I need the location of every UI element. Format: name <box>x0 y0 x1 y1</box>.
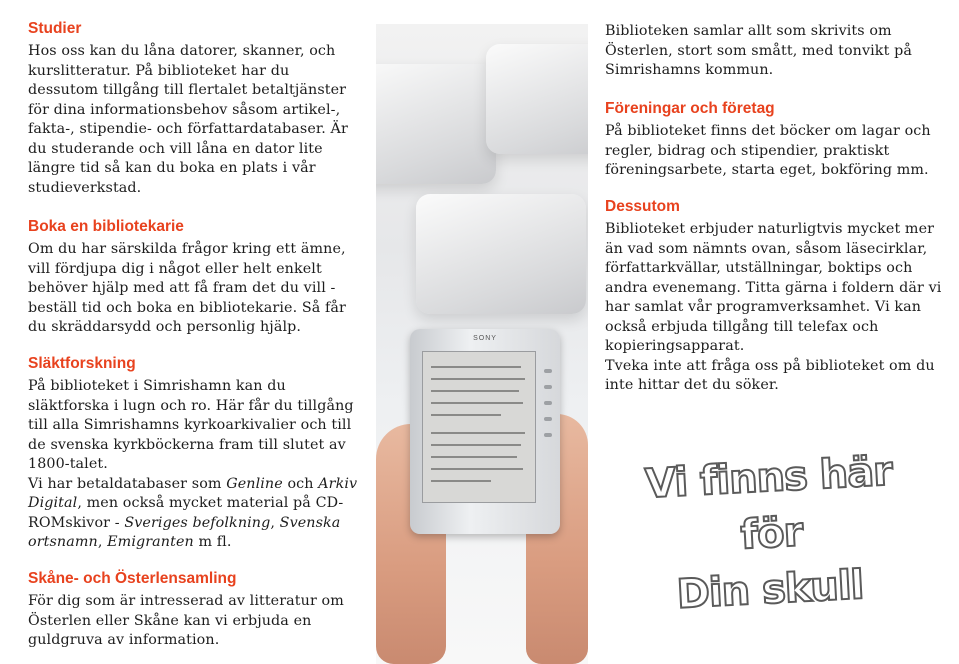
device-button-shape <box>544 417 552 421</box>
section-skane-osterlensamling <box>28 570 358 651</box>
text-line-shape <box>431 444 521 446</box>
device-button-shape <box>544 385 552 389</box>
section-studier <box>28 20 358 198</box>
e-reader-screen <box>422 351 536 503</box>
text-fragment: och <box>282 475 319 492</box>
slogan-line-1: Vi finns här för <box>644 448 894 559</box>
text-line-shape <box>431 432 525 434</box>
text-foreningar-foretag: På biblioteket finns det böcker om lagar och regler, bidrag och stipendier, praktiskt föreningsarbete, starta eget, bokföring mm. <box>605 123 931 178</box>
heading-skane-osterlensamling: Skåne- och Österlensamling <box>28 570 237 587</box>
text-fragment: , <box>270 514 280 531</box>
text-line-shape <box>431 468 523 470</box>
text-genline: Genline <box>226 475 283 492</box>
device-button-shape <box>544 433 552 437</box>
text-sveriges-befolkning: Sveriges befolkning <box>124 514 271 531</box>
text-line-shape <box>431 480 491 482</box>
text-fragment: , men också mycket material på CD-ROMskivor - <box>28 495 344 531</box>
text-line-shape <box>431 414 501 416</box>
section-foreningar-foretag <box>605 100 945 181</box>
text-skane-osterlensamling: För dig som är intresserad av litteratur om Österlen eller Skåne kan vi erbjuda en guldgruva av information. <box>28 593 344 648</box>
text-line-shape <box>431 378 525 380</box>
text-line-shape <box>431 390 519 392</box>
heading-foreningar-foretag: Föreningar och företag <box>605 100 775 117</box>
device-button-shape <box>544 401 552 405</box>
text-dessutom-1: Biblioteket erbjuder naturligtvis mycket mer än vad som nämnts ovan, såsom läsecirklar, författarkvällar, utställningar, boktips och andra evenemang. Titta gärna i foldern där vi har samlat vår programverksamhet. Vi kan också erbjuda tillgång till telefax och kopieringsapparat. <box>605 221 942 354</box>
device-button-shape <box>544 369 552 373</box>
text-dessutom-2: Tveka inte att fråga oss på biblioteket om du inte hittar det du söker. <box>605 357 935 393</box>
text-fragment: Vi har betaldatabaser som <box>28 475 227 492</box>
section-intro <box>605 22 945 81</box>
text-fragment: m fl. <box>193 534 232 550</box>
text-boka-bibliotekarie: Om du har särskilda frågor kring ett ämne, vill fördjupa dig i något eller helt enkelt behöver hjälp med att få fram det du vill - beställ tid och boka en bibliotekarie. Så får du skräddarsydd och personlig hjälp. <box>28 241 346 335</box>
heading-studier: Studier <box>28 20 82 37</box>
text-emigranten: Emigranten <box>107 534 194 550</box>
text-intro: Biblioteken samlar allt som skrivits om Österlen, stort som smått, med tonvikt på Simrishamns kommun. <box>605 23 912 78</box>
heading-boka-bibliotekarie: Boka en bibliotekarie <box>28 218 184 235</box>
slogan <box>640 450 900 618</box>
e-reader-buttons <box>544 369 554 449</box>
e-reader-photo <box>376 24 588 664</box>
heading-dessutom: Dessutom <box>605 198 680 215</box>
section-slaktforskning <box>28 355 358 553</box>
text-fragment: , <box>97 534 108 550</box>
slogan-line-2: Din skull <box>675 562 865 618</box>
text-line-shape <box>431 402 523 404</box>
keyboard-key-shape <box>416 194 586 314</box>
text-svenska-ortsnamn: Svenska ortsnamn <box>28 514 341 550</box>
text-studier: Hos oss kan du låna datorer, skanner, och kurslitteratur. På biblioteket har du dessutom tillgång till flertalet betaltjänster för dina informationsbehov såsom artikel-, fakta-, stipendie- och författardatabaser. Är du studerande och vill låna en dator lite längre tid så kan du boka en plats i vår studieverkstad. <box>28 43 348 196</box>
text-line-shape <box>431 456 517 458</box>
keyboard-key-shape <box>486 44 588 154</box>
text-line-shape <box>431 366 521 368</box>
heading-slaktforskning: Släktforskning <box>28 355 136 372</box>
section-boka-bibliotekarie <box>28 218 358 338</box>
section-dessutom <box>605 198 945 396</box>
text-slaktforskning-1: På biblioteket i Simrishamn kan du släktforska i lugn och ro. Här får du tillgång till alla Simrishamns kyrkoarkivalier och till de svenska kyrkböckerna fram till slutet av 1800-talet. <box>28 378 354 472</box>
e-reader-device <box>410 329 560 534</box>
brand-logo: SONY <box>473 335 497 342</box>
keyboard-key-shape <box>376 64 496 184</box>
text-slaktforskning-2 <box>28 475 358 553</box>
text-arkiv-digital: Arkiv Digital <box>28 475 358 511</box>
